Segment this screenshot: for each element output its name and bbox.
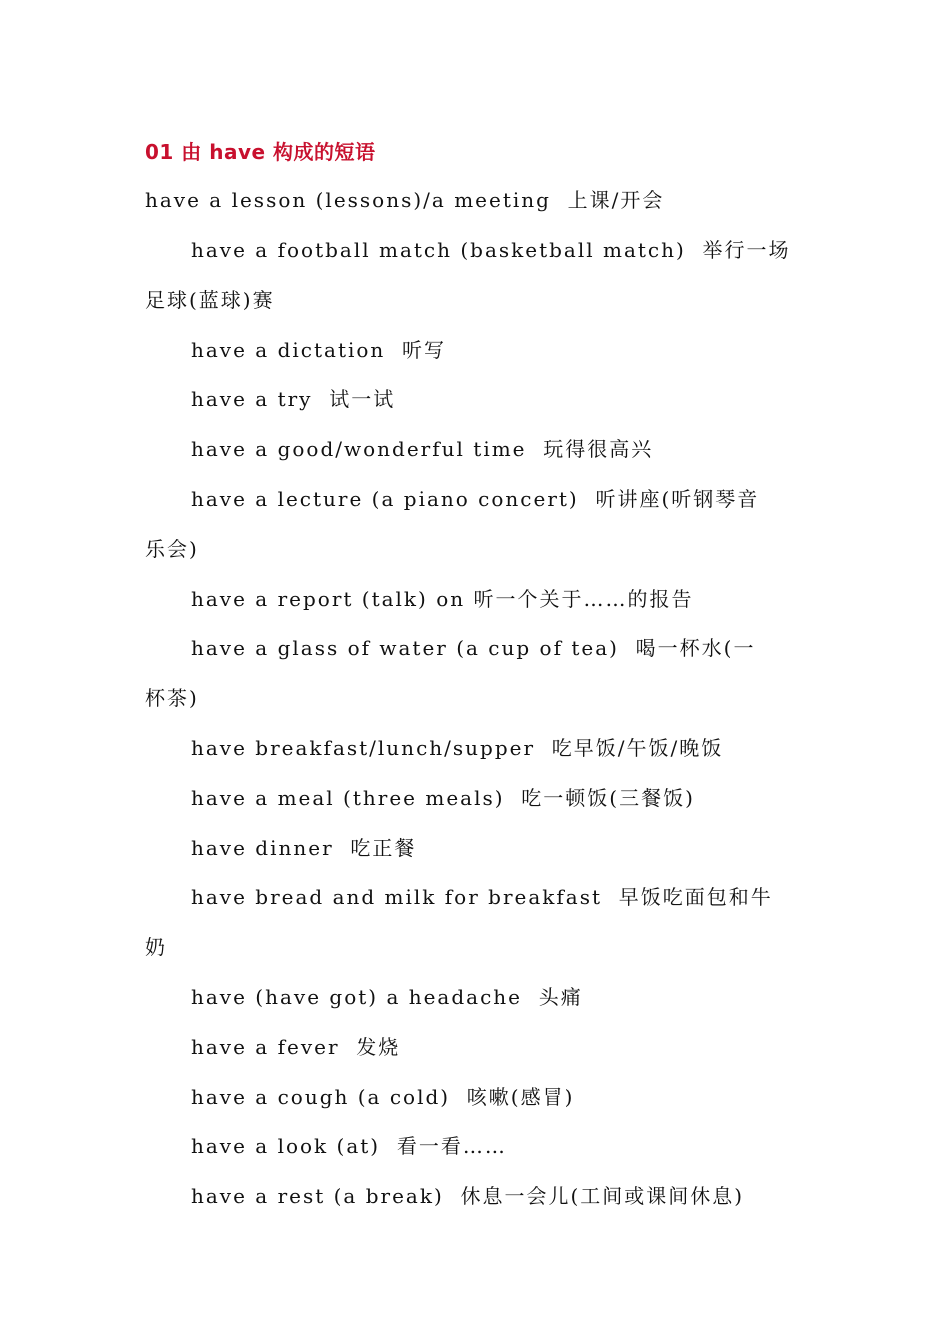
phrase-line: have a cough (a cold) 咳嗽(感冒) [191, 1085, 575, 1109]
phrase-line-continuation: 乐会) [145, 537, 199, 561]
phrase-line: have dinner 吃正餐 [191, 836, 417, 860]
phrase-line: have bread and milk for breakfast 早饭吃面包和牛 [191, 885, 773, 909]
phrase-line: have a glass of water (a cup of tea) 喝一杯水(一 [191, 636, 756, 660]
phrase-line: have a report (talk) on 听一个关于……的报告 [191, 587, 694, 611]
phrase-line-continuation: 杯茶) [145, 686, 199, 710]
phrase-line: have a fever 发烧 [191, 1035, 401, 1059]
phrase-line: have a meal (three meals) 吃一顿饭(三餐饭) [191, 786, 695, 810]
phrase-line: have a good/wonderful time 玩得很高兴 [191, 437, 654, 461]
phrase-line-continuation: 奶 [145, 935, 167, 959]
phrase-line: have breakfast/lunch/supper 吃早饭/午饭/晚饭 [191, 736, 724, 760]
section-heading: 01 由 have 构成的短语 [145, 140, 376, 164]
phrase-line: have a look (at) 看一看…… [191, 1134, 507, 1158]
phrase-line-continuation: 足球(蓝球)赛 [145, 288, 275, 312]
phrase-line: have a football match (basketball match) 举行一场 [191, 238, 791, 262]
phrase-line: have a lecture (a piano concert) 听讲座(听钢琴音 [191, 487, 760, 511]
phrase-line: have a dictation 听写 [191, 338, 447, 362]
phrase-line: have a lesson (lessons)/a meeting 上课/开会 [145, 188, 665, 212]
phrase-line: have (have got) a headache 头痛 [191, 985, 583, 1009]
phrase-line: have a try 试一试 [191, 387, 396, 411]
phrase-line: have a rest (a break) 休息一会儿(工间或课间休息) [191, 1184, 745, 1208]
